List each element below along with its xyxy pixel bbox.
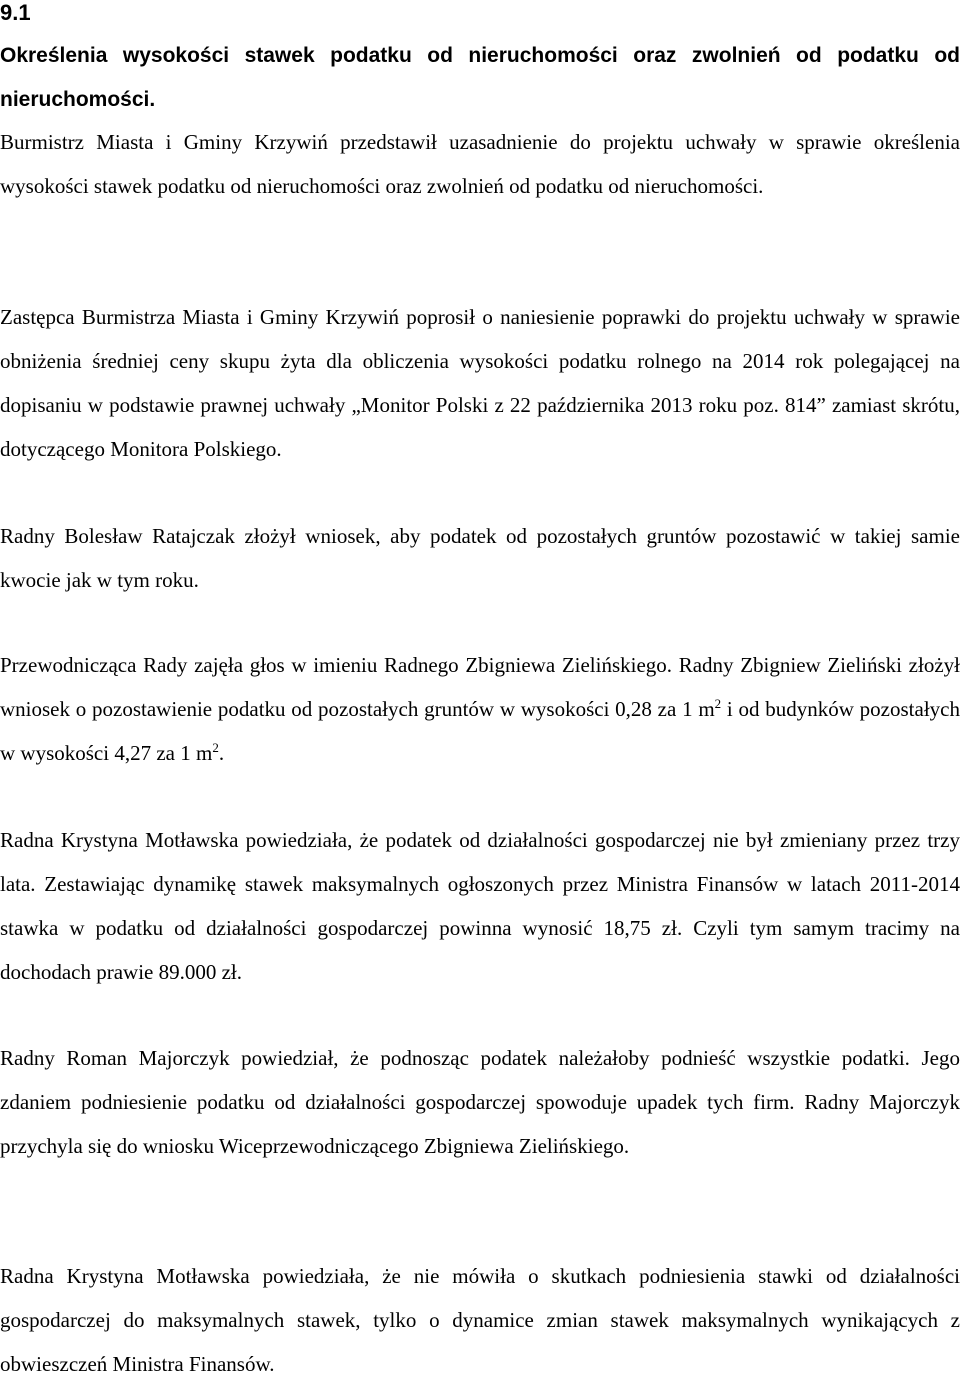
paragraph-motlawska-1: Radna Krystyna Motławska powiedziała, że podatek od działalności gospodarczej nie był zmieniany przez trzy lata. Zestawiając dynamikę stawek maksymalnych ogłoszonych przez Ministra Finansów w latach 2011-2014 stawka w podatku od działalności gospodarczej powinna wynosić 18,75 zł. Czyli tym samym tracimy na dochodach prawie 89.000 zł. xyxy=(0,828,960,984)
paragraph-zielinski-part1: Przewodnicząca Rady zajęła głos w imieniu Radnego Zbigniewa Zielińskiego. Radny Zbigniew Zieliński złożył wniosek o pozostawienie podatku od pozostałych gruntów w wysokości 0,28 za 1 m xyxy=(0,653,960,721)
paragraph-majorczyk: Radny Roman Majorczyk powiedział, że podnosząc podatek należałoby podnieść wszystkie podatki. Jego zdaniem podniesienie podatku od działalności gospodarczej spowoduje upadek tych firm. Radny Majorczyk przychyla się do wniosku Wiceprzewodniczącego Zbigniewa Zielińskiego. xyxy=(0,1046,960,1158)
paragraph-zielinski-part2: i od budynków pozostałych w wysokości 4,27 za 1 m xyxy=(0,697,960,765)
paragraph-burmistrz: Burmistrz Miasta i Gminy Krzywiń przedstawił uzasadnienie do projektu uchwały w sprawie określenia wysokości stawek podatku od nieruchomości oraz zwolnień od podatku od nieruchomości. xyxy=(0,130,960,198)
section-number: 9.1 xyxy=(0,0,31,25)
paragraph-zielinski-part3: . xyxy=(218,741,225,765)
section-title: Określenia wysokości stawek podatku od nieruchomości oraz zwolnień od podatku od nieruchomości. xyxy=(0,44,960,111)
paragraph-zastepca: Zastępca Burmistrza Miasta i Gminy Krzywiń poprosił o naniesienie poprawki do projektu uchwały w sprawie obniżenia średniej ceny skupu żyta dla obliczenia wysokości podatku rolnego na 2014 rok polegającej na dopisaniu w podstawie prawnej uchwały „Monitor Polski z 22 października 2013 roku poz. 814” zamiast skrótu, dotyczącego Monitora Polskiego. xyxy=(0,305,960,461)
superscript-square: 2 xyxy=(714,696,722,711)
paragraph-motlawska-2: Radna Krystyna Motławska powiedziała, że nie mówiła o skutkach podniesienia stawki od działalności gospodarczej do maksymalnych stawek, tylko o dynamice zmian stawek maksymalnych wynikających z obwieszczeń Ministra Finansów. xyxy=(0,1264,960,1376)
superscript-square: 2 xyxy=(212,740,219,755)
paragraph-ratajczak: Radny Bolesław Ratajczak złożył wniosek, aby podatek od pozostałych gruntów pozostawić w takiej samie kwocie jak w tym roku. xyxy=(0,524,960,592)
paragraph-zielinski xyxy=(0,643,960,775)
